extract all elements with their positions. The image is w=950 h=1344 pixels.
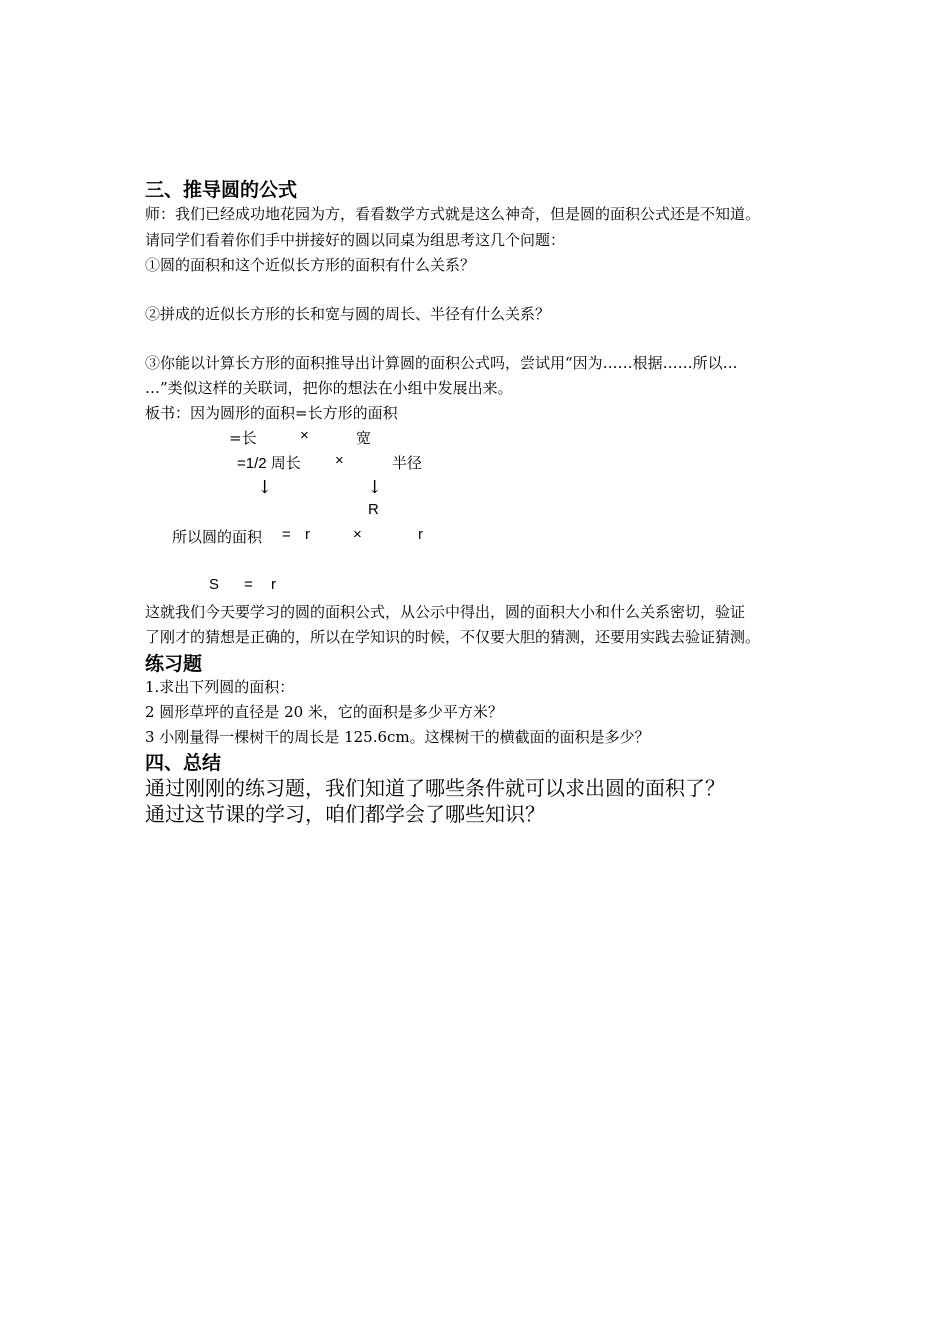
board-times: ×: [353, 526, 362, 543]
question-1: ①圆的面积和这个近似长方形的面积有什么关系？: [145, 256, 476, 274]
question-3: ③你能以计算长方形的面积推导出计算圆的面积公式吗，尝试用“因为……根据……所以…: [145, 354, 738, 372]
board-r: r: [305, 526, 310, 543]
down-arrow: ↓: [367, 477, 383, 498]
board-width: 宽: [356, 429, 372, 447]
exercise-item: 3 小刚量得一棵树干的周长是 125.6cm。这棵树干的横截面的面积是多少？: [145, 728, 650, 746]
paragraph-line: 师：我们已经成功地花园为方，看看数学方式就是这么神奇，但是圆的面积公式还是不知道。: [145, 205, 761, 223]
board-intro: 板书：因为圆形的面积=长方形的面积: [145, 404, 398, 422]
formula-s: S: [209, 576, 220, 593]
board-half-circumference: =1/2 周长: [237, 455, 301, 472]
exercises-heading: 练习题: [145, 653, 203, 675]
paragraph-line: 请同学们看着你们手中拼接好的圆以同桌为组思考这几个问题：: [145, 231, 566, 249]
down-arrow: ↓: [257, 477, 273, 498]
conclusion-line: 这就我们今天要学习的圆的面积公式，从公示中得出，圆的面积大小和什么关系密切，验证: [145, 603, 746, 621]
board-length: =长: [229, 429, 257, 447]
summary-line: 通过刚刚的练习题，我们知道了哪些条件就可以求出圆的面积了？: [145, 776, 725, 800]
board-r-capital: R: [368, 501, 379, 518]
exercise-item: 1.求出下列圆的面积：: [145, 678, 295, 696]
formula-equals: =: [244, 576, 253, 593]
board-radius: 半径: [392, 454, 423, 472]
formula-r: r: [271, 576, 276, 593]
section4-heading: 四、总结: [145, 752, 222, 774]
section3-heading: 三、推导圆的公式: [145, 179, 298, 201]
board-r: r: [418, 526, 423, 543]
board-times: ×: [335, 452, 344, 469]
board-times: ×: [300, 427, 309, 444]
board-equals: =: [282, 526, 291, 543]
board-circle-area: 所以圆的面积: [172, 528, 263, 546]
exercise-item: 2 圆形草坪的直径是 20 米，它的面积是多少平方米？: [145, 703, 503, 721]
conclusion-line: 了刚才的猜想是正确的，所以在学知识的时候，不仅要大胆的猜测，还要用实践去验证猜测。: [145, 628, 761, 646]
question-2: ②拼成的近似长方形的长和宽与圆的周长、半径有什么关系？: [145, 305, 551, 323]
question-3-continued: …”类似这样的关联词，把你的想法在小组中发展出来。: [145, 379, 513, 397]
summary-line: 通过这节课的学习，咱们都学会了哪些知识？: [145, 802, 545, 826]
